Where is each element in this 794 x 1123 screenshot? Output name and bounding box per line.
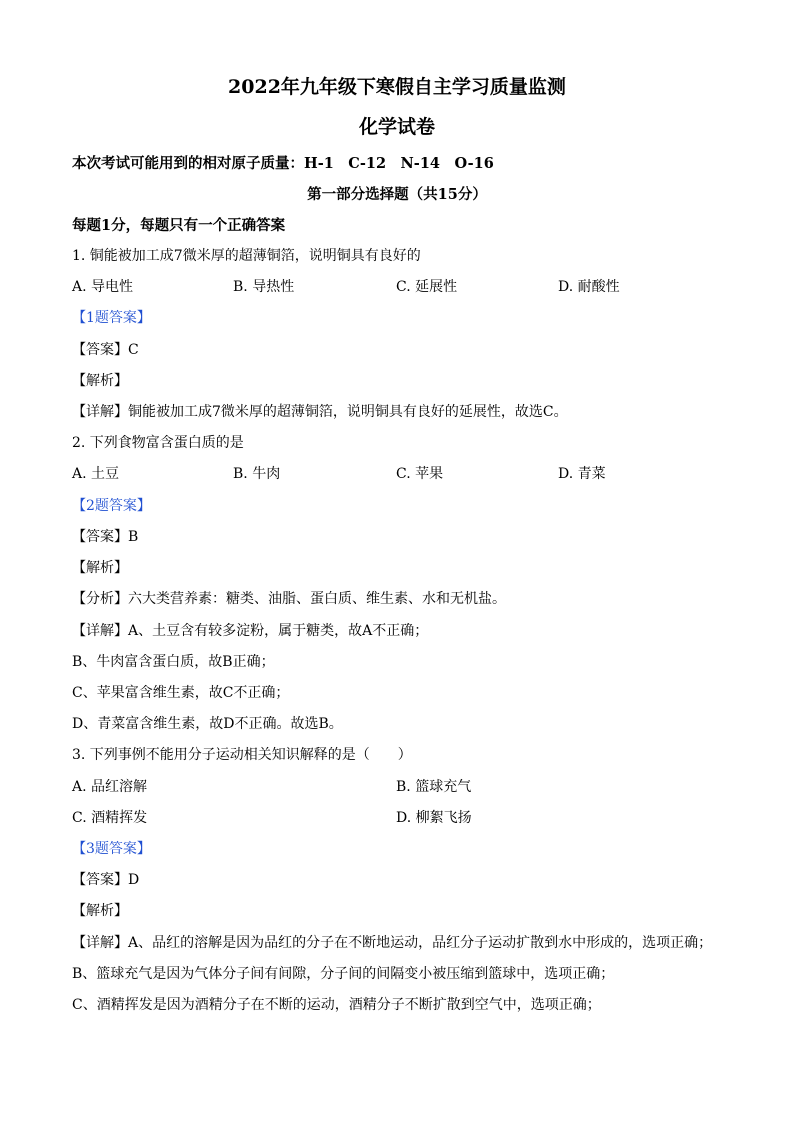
q1-detail: 【详解】铜能被加工成7微米厚的超薄铜箔，说明铜具有良好的延展性，故选C。	[72, 404, 568, 420]
q2-detail-4: D、青菜富含维生素，故D不正确。故选B。	[72, 716, 343, 732]
instruction: 每题1分，每题只有一个正确答案	[72, 217, 286, 234]
q2-answer-tag: 【2题答案】	[72, 498, 151, 514]
q3-option-b: B. 篮球充气	[396, 779, 472, 795]
q1-option-a: A. 导电性	[72, 279, 134, 295]
q3-detail-3: C、酒精挥发是因为酒精分子在不断的运动，酒精分子不断扩散到空气中，选项正确；	[72, 997, 601, 1013]
q1-answer: 【答案】C	[72, 342, 139, 358]
section-title: 第一部分选择题（共15分）	[307, 186, 487, 203]
q3-analysis-label: 【解析】	[72, 903, 128, 919]
question-1-stem: 1. 铜能被加工成7微米厚的超薄铜箔，说明铜具有良好的	[72, 248, 421, 264]
q1-analysis-label: 【解析】	[72, 373, 128, 389]
exam-title: 2022年九年级下寒假自主学习质量监测	[228, 76, 566, 98]
question-2-stem: 2. 下列食物富含蛋白质的是	[72, 435, 244, 451]
q2-option-d: D. 青菜	[558, 466, 606, 482]
q3-answer-tag: 【3题答案】	[72, 841, 151, 857]
q1-option-b: B. 导热性	[233, 279, 295, 295]
q3-option-d: D. 柳絮飞扬	[396, 810, 472, 826]
q2-option-c: C. 苹果	[396, 466, 444, 482]
q2-detail-2: B、牛肉富含蛋白质，故B正确；	[72, 654, 275, 670]
q2-answer: 【答案】B	[72, 529, 139, 545]
q3-option-c: C. 酒精挥发	[72, 810, 148, 826]
q2-option-b: B. 牛肉	[233, 466, 281, 482]
q1-answer-tag: 【1题答案】	[72, 310, 151, 326]
q2-detail-1: 【详解】A、土豆含有较多淀粉，属于糖类，故A不正确；	[72, 623, 429, 639]
q1-option-d: D. 耐酸性	[558, 279, 620, 295]
q3-detail-1: 【详解】A、品红的溶解是因为品红的分子在不断地运动，品红分子运动扩散到水中形成的，选项正确；	[72, 935, 713, 951]
q3-option-a: A. 品红溶解	[72, 779, 148, 795]
exam-subtitle: 化学试卷	[358, 116, 435, 138]
q2-option-a: A. 土豆	[72, 466, 120, 482]
q2-detail-3: C、苹果富含维生素，故C不正确；	[72, 685, 290, 701]
atomic-mass-note: 本次考试可能用到的相对原子质量：H-1 C-12 N-14 O-16	[72, 155, 494, 172]
q2-analysis-label: 【解析】	[72, 560, 128, 576]
q3-answer: 【答案】D	[72, 872, 140, 888]
q3-detail-2: B、篮球充气是因为气体分子间有间隙，分子间的间隔变小被压缩到篮球中，选项正确；	[72, 966, 615, 982]
q2-fenxi: 【分析】六大类营养素：糖类、油脂、蛋白质、维生素、水和无机盐。	[72, 591, 506, 607]
q1-option-c: C. 延展性	[396, 279, 458, 295]
question-3-stem: 3. 下列事例不能用分子运动相关知识解释的是（ ）	[72, 747, 412, 763]
